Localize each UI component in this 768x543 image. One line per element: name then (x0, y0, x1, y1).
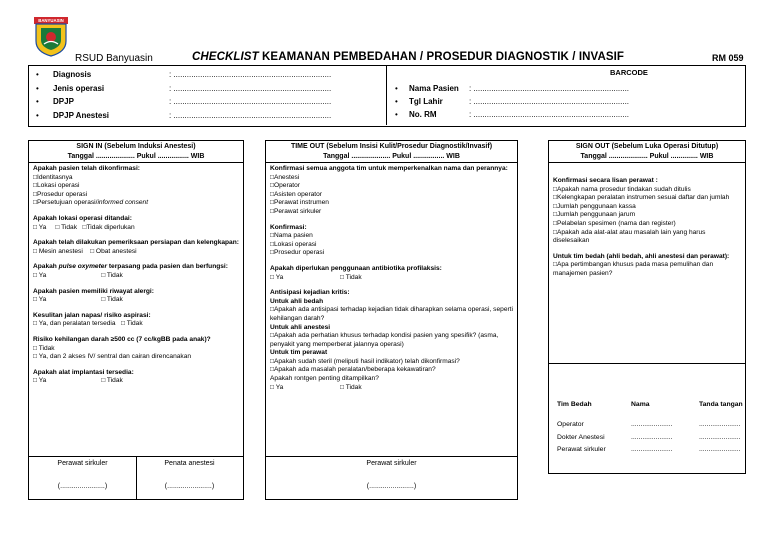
signature-table (557, 399, 743, 457)
signature-header-row: Tim Bedah Nama Tanda tangan (557, 401, 743, 408)
name-field[interactable]: ...................... (631, 420, 673, 428)
signature-row: Operator ...................... ...................... (557, 419, 743, 432)
signature-field[interactable]: (.......................) (164, 483, 215, 490)
procedure-fields (36, 68, 331, 122)
checkbox-group[interactable]: □ Mesin anestesi □ Obat anestesi (33, 247, 137, 255)
checkbox-item[interactable]: □Prosedur operasi (33, 190, 88, 198)
checkbox-item[interactable]: □Operator (270, 182, 301, 190)
sign-out-datetime[interactable]: Tanggal .................... Pukul .............. WIB (580, 152, 714, 160)
checkbox-item[interactable]: □Apakah ada antisipasi terhadap kejadian tidak diharapkan selama operasi, seperti kehilangan darah? (270, 306, 513, 322)
divider (386, 65, 387, 125)
checkbox-item[interactable]: □Identitasnya (33, 173, 73, 181)
checkbox-item[interactable]: □Apakah ada perhatian khusus terhadap kondisi pasien yang spesifik? (asma, penyakit yang memperberat jalannya operasi) (270, 332, 499, 348)
signature-field[interactable]: ...................... (699, 433, 741, 441)
sign-in-header: SIGN IN (Sebelum Induksi Anestesi) Tanggal .................... Pukul ................ WIB (29, 141, 243, 163)
checkbox-group[interactable]: □ Ya □ Tidak (33, 271, 123, 279)
checkbox-group[interactable]: □ Ya □ Tidak (270, 383, 362, 391)
dpjp-field[interactable]: : ....................................................................... (169, 97, 332, 106)
checkbox-item[interactable]: □ Tidak (33, 344, 55, 352)
page-title: CHECKLIST KEAMANAN PEMBEDAHAN / PROSEDUR DIAGNOSTIK / INVASIF (192, 51, 625, 63)
sign-out-header: SIGN OUT (Sebelum Luka Operasi Ditutup) Tanggal .................... Pukul .............. WIB (549, 141, 745, 163)
signer-label: Penata anestesi (164, 460, 215, 467)
signer-label: Perawat sirkuler (57, 460, 108, 467)
rm-number: RM 059 (712, 53, 744, 63)
checkbox-item[interactable]: □Nama pasien (270, 232, 313, 240)
signature-row: Dokter Anestesi ...................... ...................... (557, 432, 743, 445)
checkbox-group[interactable]: □ Ya □ Tidak (33, 377, 123, 385)
checkbox-group[interactable]: □ Ya □ Tidak (33, 296, 123, 304)
checkbox-item[interactable]: □Lokasi operasi (270, 240, 317, 248)
name-field[interactable]: ...................... (631, 433, 673, 441)
field-row: • Jenis operasi : ....................................................................... (36, 82, 331, 96)
sign-in-section: SIGN IN (Sebelum Induksi Anestesi) Tanggal .................... Pukul ................ WIB Apakah pasien telah dikonfirmasi: □Identitasnya □Lokasi operasi □Prosedur operasi □Persetujuan operasi/informed consent Apakah lokasi operasi ditandai: □ Ya □ Tidak □Tidak diperlukan Apakah telah dilakukan pemeriksaan persiapan dan kelengkapan: □ Mesin anestesi □ Obat anestesi Apakah pulse oxymeter terpasang pada pasien dan berfungsi: □ Ya □ Tidak Apakah pasien memiliki riwayat alergi: □ Ya □ Tidak Kesulitan jalan napas/ risiko aspirasi: □ Ya, dan peralatan tersedia □ Tidak Risiko kehilangan darah ≥500 cc (7 cc/kgBB pada anak)? □ Tidak □ Ya, dan 2 akses IV/ sentral dan cairan direncanakan Apakah alat implantasi tersedia: □ Ya □ Tidak Perawat sirkuler (.......................) Penata anestesi (.......................) (28, 140, 244, 500)
checkbox-item[interactable]: □Prosedur operasi (270, 249, 325, 257)
field-row: • Tgl Lahir : ...................................................................... (395, 97, 630, 106)
checkbox-item[interactable]: □Jumlah penggunaan jarum (553, 211, 636, 219)
signature-field[interactable]: (.......................) (57, 483, 108, 490)
barcode-label: BARCODE (610, 68, 648, 77)
sign-in-datetime[interactable]: Tanggal .................... Pukul ................ WIB (67, 152, 205, 160)
field-row: • DPJP Anestesi : ....................................................................... (36, 109, 331, 123)
checkbox-item[interactable]: □Apakah ada masalah peralatan/beberapa kekawatiran? (270, 366, 436, 374)
divider (549, 363, 745, 364)
diagnosis-field[interactable]: : ....................................................................... (169, 70, 332, 79)
checkbox-group[interactable]: □ Ya, dan peralatan tersedia □ Tidak (33, 320, 143, 328)
name-field[interactable]: ...................... (631, 446, 673, 454)
checkbox-item[interactable]: □Apakah sudah steril (meliputi hasil indikator) telah dikonfirmasi? (270, 357, 460, 365)
checkbox-item[interactable]: □Lokasi operasi (33, 182, 80, 190)
checkbox-group[interactable]: □ Ya □ Tidak (270, 273, 362, 281)
signature-field[interactable]: (.......................) (366, 483, 417, 490)
patient-fields (395, 82, 629, 121)
operation-type-field[interactable]: : ....................................................................... (169, 83, 332, 93)
signature-row: Perawat sirkuler ...................... ...................... (557, 444, 743, 457)
checkbox-item[interactable]: □Apakah ada alat-alat atau masalah lain yang harus diselesaikan (553, 228, 706, 245)
checkbox-item[interactable]: □ Ya, dan 2 akses IV/ sentral dan cairan direncanakan (33, 353, 192, 361)
time-out-header: TIME OUT (Sebelum Insisi Kulit/Prosedur Diagnostik/Invasif) Tanggal .................... Pukul ................ WIB (266, 141, 517, 163)
checkbox-item[interactable]: □Perawat instrumen (270, 199, 329, 207)
time-out-section: TIME OUT (Sebelum Insisi Kulit/Prosedur Diagnostik/Invasif) Tanggal .................... Pukul ................ WIB Konfirmasi semua anggota tim untuk memperkenalkan nama dan perannya: □Anestesi □Operator □Asisten operator □Perawat instrumen □Perawat sirkuler Konfirmasi: □Nama pasien □Lokasi operasi □Prosedur operasi Apakah diperlukan penggunaan antibiotika profilaksis: □ Ya □ Tidak Antisipasi kejadian kritis: Untuk ahli bedah □Apakah ada antisipasi terhadap kejadian tidak diharapkan selama operasi, seperti kehilangan darah? Untuk ahli anestesi □Apakah ada perhatian khusus terhadap kondisi pasien yang spesifik? (asma, penyakit yang memperberat jalannya operasi) Untuk tim perawat □Apakah sudah steril (meliputi hasil indikator) telah dikonfirmasi? □Apakah ada masalah peralatan/beberapa kekawatiran? Apakah rontgen penting ditampilkan? □ Ya □ Tidak Perawat sirkuler (.......................) (265, 140, 518, 500)
sign-in-footer (29, 456, 243, 499)
sign-out-section: SIGN OUT (Sebelum Luka Operasi Ditutup) Tanggal .................... Pukul .............. WIB Konfirmasi secara lisan perawat : □Apakah nama prosedur tindakan sudah ditulis □Kelengkapan peralatan instrumen sesuai daftar dan jumlah □Jumlah penggunaan kassa □Jumlah penggunaan jarum □Pelabelan spesimen (nama dan register) □Apakah ada alat-alat atau masalah lain yang harus diselesaikan Untuk tim bedah (ahli bedah, ahli anestesi dan perawat): □Apa pertimbangan khusus pada masa pemulihan dan manajemen pasien? Tim Bedah Nama Tanda tangan Operator ...................... ...................... Dokter Anestesi ...................... ...................... Perawat sirkuler ...................... ...................... (548, 140, 746, 474)
signature-field[interactable]: ...................... (699, 420, 741, 428)
dpjp-anesthesia-field[interactable]: : ....................................................................... (169, 110, 332, 120)
field-row: • DPJP : ....................................................................... (36, 95, 331, 109)
checkbox-item[interactable]: □Kelengkapan peralatan instrumen sesuai daftar dan jumlah (553, 194, 730, 202)
time-out-datetime[interactable]: Tanggal .................... Pukul ................ WIB (323, 152, 460, 160)
checkbox-item[interactable]: □Perawat sirkuler (270, 207, 322, 215)
checkbox-item[interactable]: □Asisten operator (270, 190, 322, 198)
field-row: • No. RM : ...................................................................... (395, 110, 630, 119)
field-row: • Diagnosis : ....................................................................... (36, 68, 331, 82)
signature-field[interactable]: ...................... (699, 446, 741, 454)
birth-date-field[interactable]: : ...................................................................... (469, 97, 630, 106)
checkbox-item[interactable]: □Apakah nama prosedur tindakan sudah ditulis (553, 185, 691, 193)
hospital-logo (33, 17, 69, 57)
checkbox-item[interactable]: □Pelabelan spesimen (nama dan register) (553, 219, 676, 227)
checkbox-item[interactable]: □Persetujuan operasi/informed consent (33, 199, 149, 207)
checkbox-group[interactable]: □ Ya □ Tidak □Tidak diperlukan (33, 223, 135, 231)
field-row: • Nama Pasien : ...................................................................... (395, 84, 630, 93)
signer-label: Perawat sirkuler (366, 460, 417, 467)
hospital-name: RSUD Banyuasin (75, 53, 153, 64)
checkbox-item[interactable]: □Apa pertimbangan khusus pada masa pemulihan dan manajemen pasien? (553, 261, 714, 277)
logo-text: BANYUASIN (38, 18, 64, 23)
checkbox-item[interactable]: □Anestesi (270, 173, 300, 181)
patient-name-field[interactable]: : ...................................................................... (469, 84, 630, 93)
medical-record-field[interactable]: : ...................................................................... (469, 110, 630, 119)
time-out-footer (266, 456, 517, 499)
checkbox-item[interactable]: □Jumlah penggunaan kassa (553, 202, 636, 210)
